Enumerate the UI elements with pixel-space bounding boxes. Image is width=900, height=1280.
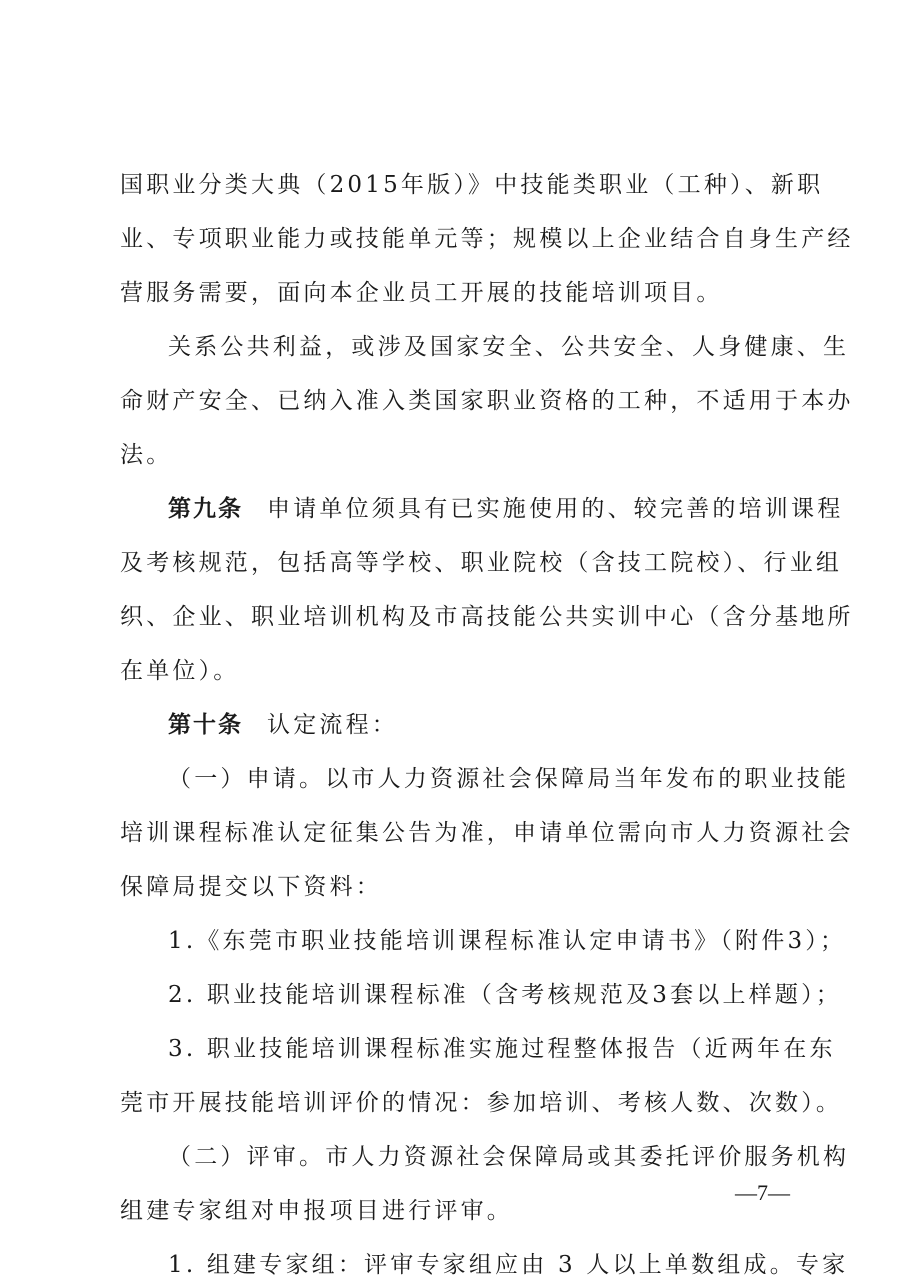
paragraph-line: 保障局提交以下资料：	[120, 874, 382, 900]
paragraph-line: 业、专项职业能力或技能单元等；规模以上企业结合自身生产经	[120, 226, 854, 252]
paragraph-line: 及考核规范，包括高等学校、职业院校（含技工院校）、行业组	[120, 550, 843, 576]
list-item: 1. 组建专家组：评审专家组应由 3 人以上单数组成。专家	[168, 1252, 849, 1278]
list-item: 1.《东莞市职业技能培训课程标准认定申请书》（附件3）；	[168, 928, 847, 954]
paragraph-line: 在单位）。	[120, 658, 240, 684]
paragraph-line: 国职业分类大典（2015年版）》中技能类职业（工种）、新职	[120, 172, 824, 198]
paragraph-line: （一）申请。以市人力资源社会保障局当年发布的职业技能	[168, 766, 850, 792]
paragraph-line: 织、企业、职业培训机构及市高技能公共实训中心（含分基地所	[120, 604, 854, 630]
paragraph-line: 组建专家组对申报项目进行评审。	[120, 1198, 513, 1224]
paragraph-line: 莞市开展技能培训评价的情况：参加培训、考核人数、次数）。	[120, 1090, 843, 1116]
paragraph-line: 关系公共利益，或涉及国家安全、公共安全、人身健康、生	[168, 334, 850, 360]
article-9-text: 申请单位须具有已实施使用的、较完善的培训课程	[267, 496, 844, 522]
article-10-label: 第十条	[168, 711, 243, 738]
list-item: 2. 职业技能培训课程标准（含考核规范及3套以上样题）；	[168, 982, 842, 1008]
article-9-line	[168, 494, 844, 524]
article-10-text: 认定流程：	[267, 712, 398, 738]
article-9-label: 第九条	[168, 495, 243, 522]
paragraph-line: 法。	[120, 442, 173, 468]
list-item: 3. 职业技能培训课程标准实施过程整体报告（近两年在东	[168, 1036, 836, 1062]
paragraph-line: 营服务需要，面向本企业员工开展的技能培训项目。	[120, 280, 723, 306]
article-10-line	[168, 710, 800, 740]
paragraph-line: （二）评审。市人力资源社会保障局或其委托评价服务机构	[168, 1144, 850, 1170]
paragraph-line: 命财产安全、已纳入准入类国家职业资格的工种，不适用于本办	[120, 388, 854, 414]
page-number: —7—	[735, 1180, 790, 1205]
paragraph-line: 培训课程标准认定征集公告为准，申请单位需向市人力资源社会	[120, 820, 854, 846]
